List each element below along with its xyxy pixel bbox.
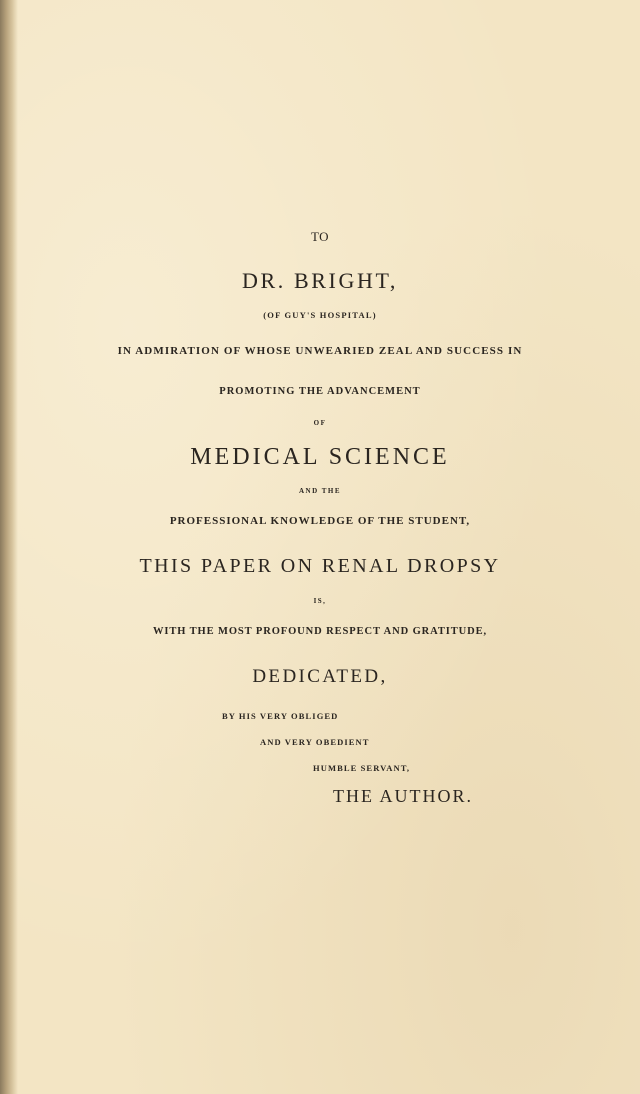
admiration-line: IN ADMIRATION OF WHOSE UNWEARIED ZEAL AND SUCCESS IN	[117, 345, 523, 357]
professional-line: PROFESSIONAL KNOWLEDGE OF THE STUDENT,	[169, 515, 471, 527]
of-word: OF	[313, 419, 327, 427]
promoting-line: PROMOTING THE ADVANCEMENT	[219, 386, 421, 397]
is-word: IS,	[313, 597, 327, 605]
page-gutter-shadow	[0, 0, 18, 1094]
paper-title-line: THIS PAPER ON RENAL DROPSY	[139, 555, 501, 577]
humble-servant-line: HUMBLE SERVANT,	[313, 763, 411, 773]
by-his-line: BY HIS VERY OBLIGED	[222, 711, 339, 721]
dedicatee-affiliation: (OF GUY'S HOSPITAL)	[263, 310, 377, 320]
author-signature: THE AUTHOR.	[333, 786, 473, 806]
dedicatee-name: DR. BRIGHT,	[242, 268, 398, 293]
respect-line: WITH THE MOST PROFOUND RESPECT AND GRATITUDE,	[152, 626, 488, 637]
dedication-to: TO	[310, 229, 330, 244]
and-very-line: AND VERY OBEDIENT	[260, 737, 370, 747]
and-the-words: AND THE	[298, 487, 342, 495]
dedicated-heading: DEDICATED,	[252, 666, 388, 687]
medical-science-heading: MEDICAL SCIENCE	[190, 444, 450, 470]
